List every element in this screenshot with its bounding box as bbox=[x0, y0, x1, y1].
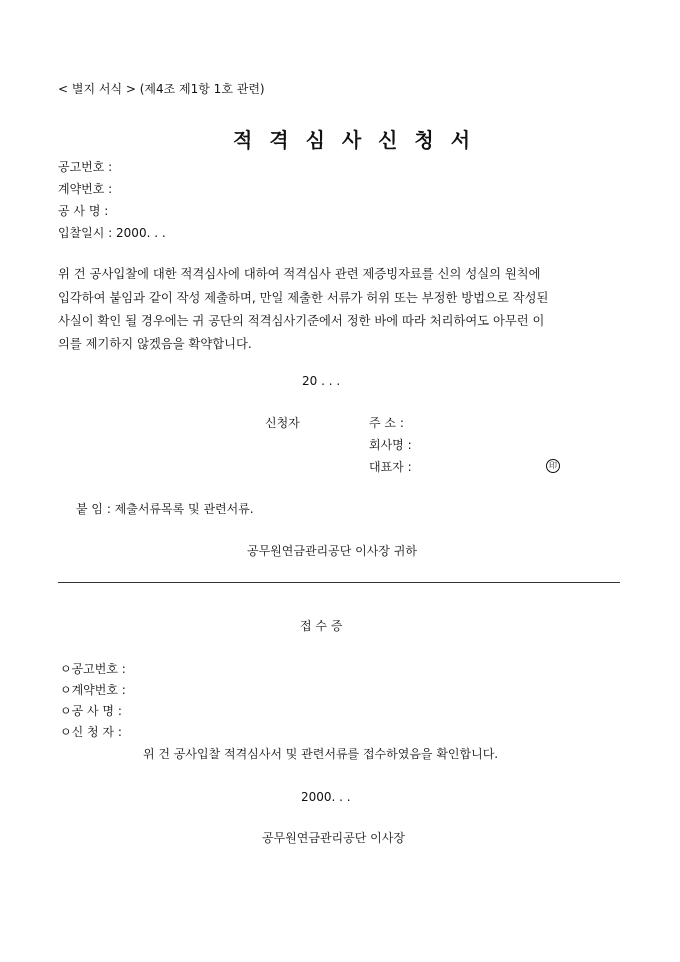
bullet-icon: ㅇ bbox=[60, 704, 72, 718]
document-title: 적 격 심 사 신 청 서 bbox=[233, 128, 476, 152]
project-name-label: 공 사 명 : bbox=[58, 204, 109, 218]
pledge-line-1: 위 건 공사입찰에 대한 적격심사에 대하여 적격심사 관련 제증빙자료를 신의 성실의 원칙에 bbox=[58, 267, 541, 281]
applicant-label: 신청자 bbox=[265, 416, 300, 430]
receipt-date: 2000. . . bbox=[301, 790, 351, 804]
contract-number-label: 계약번호 : bbox=[58, 182, 113, 196]
form-reference: < 별지 서식 > (제4조 제1항 1호 관련) bbox=[58, 82, 265, 96]
bullet-icon: ㅇ bbox=[60, 683, 72, 697]
representative-label: 대표자 : bbox=[369, 460, 412, 474]
receipt-title: 접 수 증 bbox=[300, 619, 343, 633]
attachment-label: 붙 임 : 제출서류목록 및 관련서류. bbox=[76, 502, 254, 516]
pledge-line-3: 사실이 확인 될 경우에는 귀 공단의 적격심사기준에서 정한 바에 따라 처리하여도 아무런 이 bbox=[58, 314, 545, 328]
bullet-icon: ㅇ bbox=[60, 662, 72, 676]
receipt-contract-number: ㅇ계약번호 : bbox=[60, 683, 126, 697]
receipt-project-name: ㅇ공 사 명 : bbox=[60, 704, 122, 718]
seal-mark: 印 bbox=[546, 459, 560, 473]
receipt-applicant: ㅇ신 청 자 : bbox=[60, 725, 122, 739]
receipt-statement: 위 건 공사입찰 적격심사서 및 관련서류를 접수하였음을 확인합니다. bbox=[143, 747, 499, 761]
addressee: 공무원연금관리공단 이사장 귀하 bbox=[247, 544, 417, 558]
pledge-line-2: 입각하여 붙임과 같이 작성 제출하며, 만일 제출한 서류가 허위 또는 부정한 방법으로 작성된 bbox=[58, 291, 549, 305]
company-name-label: 회사명 : bbox=[369, 438, 412, 452]
bid-date-label: 입찰일시 : 2000. . . bbox=[58, 226, 166, 240]
address-label: 주 소 : bbox=[369, 416, 404, 430]
application-date: 20 . . . bbox=[302, 374, 341, 388]
cut-line-divider bbox=[58, 582, 620, 583]
receipt-issuer: 공무원연금관리공단 이사장 bbox=[262, 831, 405, 845]
bullet-icon: ㅇ bbox=[60, 725, 72, 739]
notice-number-label: 공고번호 : bbox=[58, 160, 113, 174]
pledge-line-4: 의를 제기하지 않겠음을 확약합니다. bbox=[58, 337, 252, 351]
receipt-notice-number: ㅇ공고번호 : bbox=[60, 662, 126, 676]
